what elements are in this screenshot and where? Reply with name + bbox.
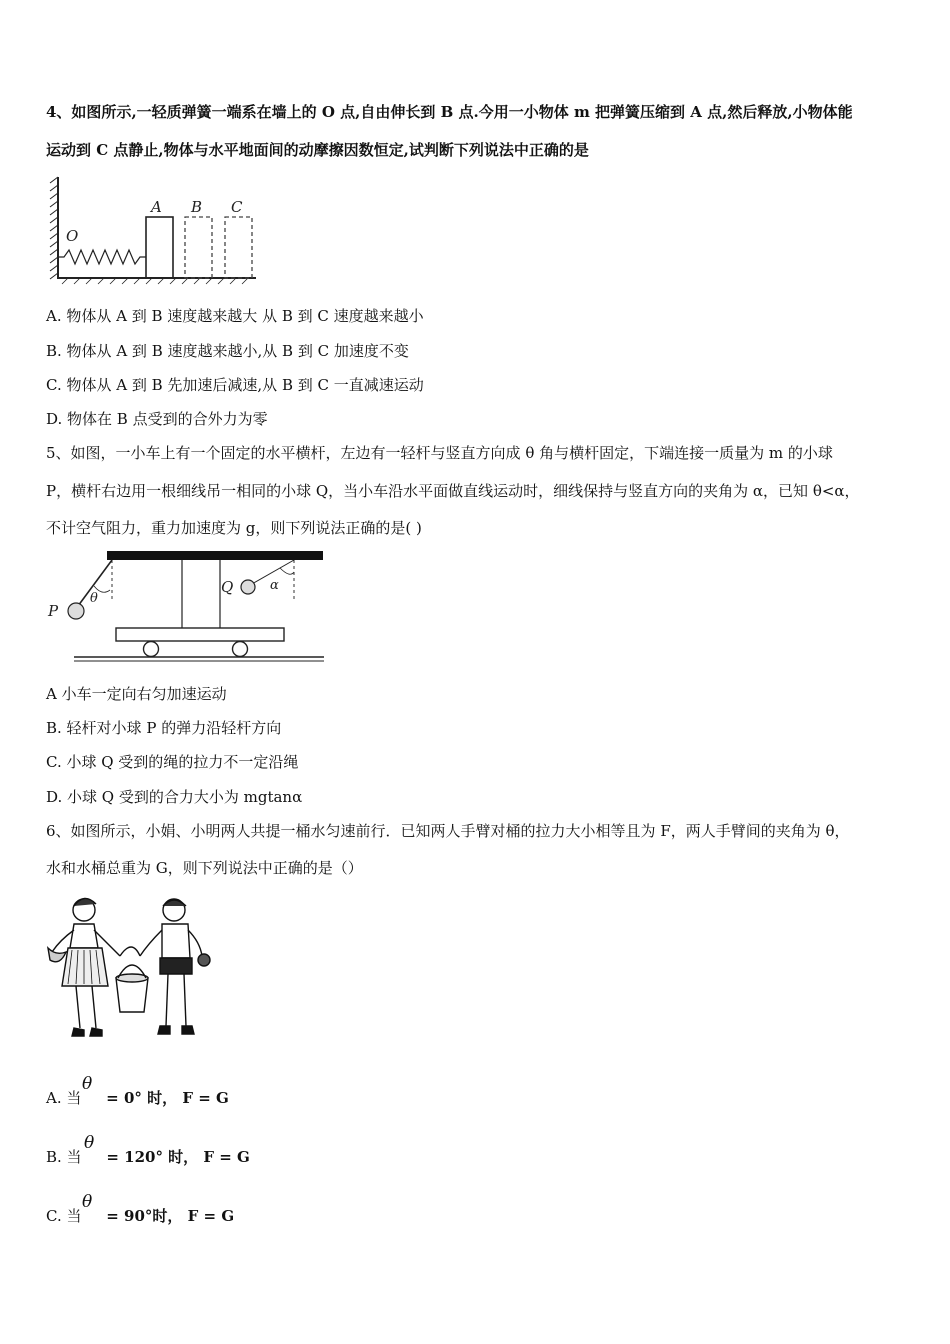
q5-option-a: A 小车一定向右匀加速运动: [46, 685, 227, 703]
label-alpha: α: [270, 578, 279, 593]
q6-option-c: [46, 1192, 235, 1227]
q6-option-a-theta: θ: [82, 1074, 93, 1094]
label-o: O: [66, 227, 79, 245]
q6-option-c-theta: θ: [82, 1192, 93, 1212]
label-q: Q: [221, 578, 234, 596]
q6-option-a-suffix: = 0° 时， F = G: [106, 1089, 229, 1107]
label-p: P: [48, 602, 59, 620]
bucket: [116, 978, 148, 1012]
q4-stem-line1: 4、如图所示,一轻质弹簧一端系在墙上的 O 点,自由伸长到 B 点.今用一小物体 m 把弹簧压缩到 A 点,然后释放,小物体能: [46, 103, 853, 121]
label-b: B: [191, 198, 203, 216]
q5-stem-line1: 5、如图，一小车上有一个固定的水平横杆，左边有一轻杆与竖直方向成 θ 角与横杆固定，下端连接一质量为 m 的小球: [46, 444, 833, 462]
block-b-dashed: [185, 217, 212, 278]
q6-stem-line2: 水和水桶总重为 G，则下列说法中正确的是（）: [46, 859, 363, 877]
q5-stem-line2: P，横杆右边用一根细线吊一相同的小球 Q，当小车沿水平面做直线运动时，细线保持与竖直方向的夹角为 α，已知 θ<α，: [46, 482, 860, 500]
q5-option-b: B. 轻杆对小球 P 的弹力沿轻杆方向: [46, 719, 282, 737]
q5-option-d: D. 小球 Q 受到的合力大小为 mgtanα: [46, 788, 303, 806]
q4-stem-line2: 运动到 C 点静止,物体与水平地面间的动摩擦因数恒定,试判断下列说法中正确的是: [46, 141, 589, 159]
label-c: C: [231, 198, 243, 216]
q4-option-c: C. 物体从 A 到 B 先加速后减速,从 B 到 C 一直减速运动: [46, 376, 424, 394]
q5-stem-line3: 不计空气阻力，重力加速度为 g，则下列说法正确的是( ): [46, 519, 422, 537]
q4-option-a: A. 物体从 A 到 B 速度越来越大 从 B 到 C 速度越来越小: [46, 307, 424, 325]
two-children-bucket-figure: [44, 890, 214, 1045]
q5-option-c: C. 小球 Q 受到的绳的拉力不一定沿绳: [46, 753, 299, 771]
q6-option-b-suffix: = 120° 时， F = G: [106, 1148, 250, 1166]
cart-body: [116, 628, 284, 641]
block-a: [146, 217, 173, 278]
q6-option-a: [46, 1074, 229, 1109]
spring: [58, 250, 146, 264]
label-a: A: [151, 198, 162, 216]
q6-option-b: [46, 1133, 250, 1168]
spring-block-figure: [48, 175, 263, 285]
q4-option-d: D. 物体在 B 点受到的合外力为零: [46, 410, 268, 428]
cart-pendulum-figure: [44, 548, 326, 668]
q6-option-b-theta: θ: [84, 1133, 95, 1153]
ball-p: [68, 603, 84, 619]
label-theta: θ: [90, 591, 98, 606]
ball-q: [241, 580, 255, 594]
q6-option-a-prefix: A. 当: [46, 1089, 82, 1107]
q6-option-c-suffix: = 90°时， F = G: [106, 1207, 235, 1225]
q4-option-b: B. 物体从 A 到 B 速度越来越小,从 B 到 C 加速度不变: [46, 342, 409, 360]
q6-stem-line1: 6、如图所示，小娟、小明两人共提一桶水匀速前行．已知两人手臂对桶的拉力大小相等且为 F，两人手臂间的夹角为 θ，: [46, 822, 850, 840]
q6-option-b-prefix: B. 当: [46, 1148, 82, 1166]
q6-option-c-prefix: C. 当: [46, 1207, 82, 1225]
block-c-dashed: [225, 217, 252, 278]
